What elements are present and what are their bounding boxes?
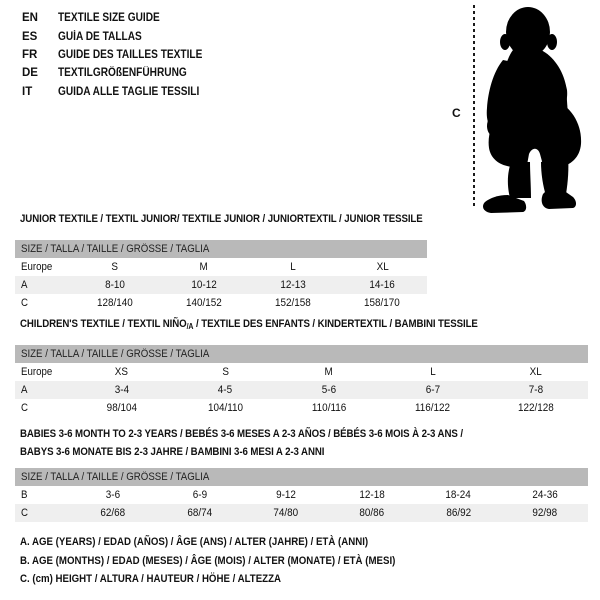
size-cell: 6-9: [192, 489, 207, 501]
language-row-es: [22, 27, 222, 45]
row-label: Europe: [21, 366, 53, 378]
size-cell: 68/74: [187, 507, 212, 519]
table-row: [15, 381, 588, 399]
children-size-table: [15, 345, 588, 417]
size-cell: 74/80: [273, 507, 299, 519]
language-code: DE: [22, 67, 38, 80]
size-cell: 12-18: [359, 489, 385, 501]
size-cell: 110/116: [311, 402, 347, 414]
size-cell: 158/170: [364, 297, 401, 309]
junior-size-table: [15, 240, 427, 312]
babies-size-table: [15, 468, 588, 522]
size-cell: 12-13: [280, 279, 306, 291]
table-row: [15, 363, 588, 381]
size-cell: XL: [530, 366, 543, 378]
table-row: [15, 294, 427, 312]
table-row: [15, 399, 588, 417]
language-label: TEXTILE SIZE GUIDE: [58, 12, 160, 25]
language-label: TEXTILGRÖßENFÜHRUNG: [58, 67, 187, 80]
size-cell: 5-6: [321, 384, 337, 396]
table-row: [15, 504, 588, 522]
height-marker-label: C: [452, 106, 461, 120]
size-cell: 7-8: [529, 384, 544, 396]
row-label: C: [21, 402, 28, 414]
legend-line-c: C. (cm) HEIGHT / ALTURA / HAUTEUR / HÖHE / ALTEZZA: [20, 572, 282, 585]
size-cell: M: [199, 261, 208, 273]
size-cell: L: [290, 261, 296, 273]
title-subscript: /A: [186, 322, 194, 331]
language-label: GUIDA ALLE TAGLIE TESSILI: [58, 85, 200, 98]
row-label: Europe: [21, 261, 53, 273]
size-header-bar: [15, 345, 588, 363]
size-cell: 86/92: [446, 507, 471, 519]
size-cell: 98/104: [106, 402, 137, 414]
size-cell: 80/86: [359, 507, 385, 519]
language-row-de: [22, 64, 222, 82]
children-table-title-text: CHILDREN'S TEXTILE / TEXTIL $NIÑO_{/A}$ / TEXTILE DES ENFANTS / KINDERTEXTIL / BAMBINI TESSILE: [20, 318, 478, 331]
table-row: [15, 276, 427, 294]
children-table-title: [20, 318, 540, 331]
babies-table-title-line2: BABYS 3-6 MONATE BIS 2-3 JAHRE / BAMBINI 3-6 MESI A 2-3 ANNI: [20, 445, 325, 458]
legend-line-a: A. AGE (YEARS) / EDAD (AÑOS) / ÂGE (ANS) / ALTER (JAHRE) / ETÀ (ANNI): [20, 536, 369, 549]
size-cell: 62/68: [100, 507, 126, 519]
language-row-en: [22, 9, 222, 27]
size-cell: 128/140: [96, 297, 133, 309]
size-cell: S: [111, 261, 118, 273]
row-label: B: [21, 489, 28, 501]
language-list: [22, 9, 222, 101]
size-cell: S: [222, 366, 229, 378]
size-cell: 104/110: [207, 402, 243, 414]
size-cell: 152/158: [275, 297, 312, 309]
size-cell: XS: [115, 366, 129, 378]
language-code: IT: [22, 85, 33, 98]
row-label: A: [21, 279, 28, 291]
size-cell: 14-16: [369, 279, 396, 291]
table-row: [15, 486, 588, 504]
babies-table-title: [20, 426, 523, 461]
size-cell: 18-24: [445, 489, 472, 501]
size-header-label: SIZE / TALLA / TAILLE / GRÖSSE / TAGLIA: [21, 348, 210, 360]
language-label: GUIDE DES TAILLES TEXTILE: [58, 48, 203, 61]
size-header-label: SIZE / TALLA / TAILLE / GRÖSSE / TAGLIA: [21, 471, 210, 483]
size-cell: 4-5: [218, 384, 233, 396]
babies-table-title-line1: BABIES 3-6 MONTH TO 2-3 YEARS / BEBÉS 3-6 MESES A 2-3 AÑOS / BÉBÉS 3-6 MOIS À 2-3 ANS /: [20, 428, 463, 440]
size-cell: 9-12: [275, 489, 296, 501]
size-cell: 3-6: [105, 489, 121, 501]
language-row-it: [22, 83, 222, 101]
size-cell: M: [324, 366, 334, 378]
row-label: A: [21, 384, 28, 396]
language-label: GUÍA DE TALLAS: [58, 30, 142, 43]
toddler-silhouette-icon: [483, 4, 597, 216]
size-cell: L: [429, 366, 436, 378]
size-cell: 3-4: [114, 384, 129, 396]
height-dashed-line: [473, 5, 475, 209]
legend-line-b: B. AGE (MONTHS) / EDAD (MESES) / ÂGE (MOIS) / ALTER (MONATE) / ETÀ (MESI): [20, 554, 396, 567]
size-cell: 6-7: [425, 384, 440, 396]
language-row-fr: [22, 46, 222, 64]
size-header-label: SIZE / TALLA / TAILLE / GRÖSSE / TAGLIA: [21, 243, 210, 255]
size-cell: 140/152: [185, 297, 222, 309]
size-cell: 92/98: [532, 507, 558, 519]
table-row: [15, 258, 427, 276]
row-label: C: [21, 507, 28, 519]
measurement-legend: [20, 533, 447, 588]
language-code: FR: [22, 48, 38, 61]
junior-table-title: [20, 213, 478, 225]
language-code: EN: [22, 12, 38, 25]
size-cell: 122/128: [518, 402, 555, 414]
size-cell: 116/122: [415, 402, 451, 414]
row-label: C: [21, 297, 28, 309]
size-cell: XL: [376, 261, 389, 273]
size-header-bar: [15, 468, 588, 486]
size-cell: 10-12: [191, 279, 217, 291]
size-cell: 24-36: [532, 489, 558, 501]
size-header-bar: [15, 240, 427, 258]
language-code: ES: [22, 30, 38, 43]
size-cell: 8-10: [104, 279, 125, 291]
junior-table-title-text: JUNIOR TEXTILE / TEXTIL JUNIOR/ TEXTILE JUNIOR / JUNIORTEXTIL / JUNIOR TESSILE: [20, 213, 423, 225]
